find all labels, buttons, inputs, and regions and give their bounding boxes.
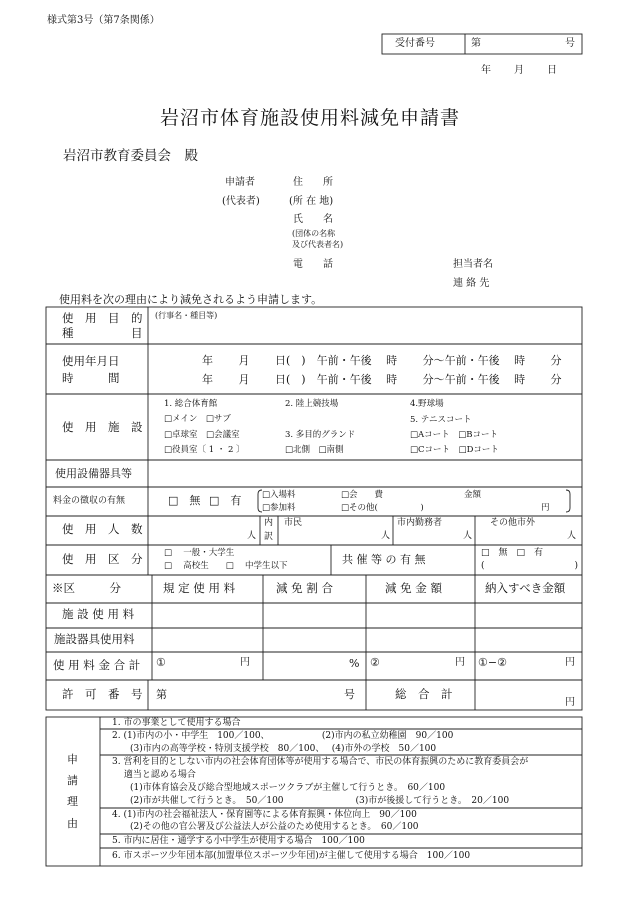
users-outside-unit: 人 [567,531,577,541]
fee-yen: 円 [541,503,550,513]
reason-item: (3)市内の高等学校・特別支援学校 80／100、 (4)市外の学校 50／100 [112,744,437,754]
calc-header-payable: 納入すべき金額 [485,581,566,595]
fee-participation[interactable]: □参加料 [262,503,296,513]
calc-mark-1: ① [156,656,166,669]
calc-yen-3: 円 [565,657,575,668]
fee-membership[interactable]: □会 費 [341,490,384,500]
category-adult[interactable]: □ 一般・大学生 [164,548,235,558]
cosponsor-detail: ( ) [481,561,579,571]
reasons-label-1: 申 [67,753,78,766]
purpose-label-1: 使 用 目 的 [62,311,143,325]
phone-label: 電 話 [293,259,333,270]
reason-item: 3. 営利を目的としない市内の社会体育団体等が使用する場合で、市民の体育振興のために教育委員会が [112,757,529,767]
reception-label: 受付番号 [395,38,435,49]
permit-prefix: 第 [156,688,167,701]
calc-row-facility: 施 設 使 用 料 [62,607,135,621]
datetime-line-2: 年 月 日( ) 午前・午後 時 分～午前・午後 時 分 [202,373,562,386]
facility-ground-sides: □北側 □南側 [285,445,344,455]
applicant-role-sub: (代表者) [222,196,260,207]
facility-gym-officer-room: □役員室〔 1 ・ 2 〕 [164,445,245,455]
users-citizen-unit: 人 [381,531,391,541]
equipment-label: 使用設備器具等 [55,467,132,480]
reason-item: 2. (1)市内の小・中学生 100／100、 (2)市内の私立幼稚園 90／100 [112,731,454,741]
fee-amount-label: 金額 [464,490,482,500]
reason-item: 1. 市の事業として使用する場合 [112,718,241,728]
calc-yen-2: 円 [455,657,465,668]
name-sub-label-1: (団体の名称 [292,229,336,238]
reception-prefix: 第 [471,38,481,49]
contact-person-label: 担当者名 [453,259,493,270]
form-number: 様式第3号（第7条関係） [47,15,160,26]
permit-suffix: 号 [344,688,355,701]
users-outside-label: その他市外 [490,518,536,528]
main-table-border [46,307,582,710]
reason-item: 適当と認める場合 [112,770,196,780]
top-date-month: 月 [514,65,524,76]
facility-tennis-ab: □Aコート □Bコート [410,430,498,440]
reason-item: 4. (1)市内の社会福祉法人・保育園等による体育振興・体位向上 90／100 [112,810,417,820]
facility-gym-main-sub: □メイン □サブ [164,414,231,424]
addressee: 岩沼市教育委員会 殿 [63,148,198,164]
reason-item: (2)その他の官公署及び公益法人が公益のため使用するとき。 60／100 [112,822,419,832]
calc-percent: % [349,657,360,670]
datetime-line-1: 年 月 日( ) 午前・午後 時 分～午前・午後 時 分 [202,354,562,367]
purpose-hint: (行事名・種目等) [155,311,218,320]
reason-item: (1)市体育協会及び総合型地域スポーツクラブが主催して行うとき。 60／100 [112,783,446,793]
reason-item: (2)市が共催して行うとき。 50／100 (3)市が後援して行うとき。 20／100 [112,796,510,806]
calc-header-standard: 規 定 使 用 料 [163,581,236,595]
reason-item: 6. 市スポーツ少年団本部(加盟単位スポーツ少年団)が主催して使用する場合 100／100 [112,851,471,861]
calc-mark-2: ② [370,656,380,669]
facility-stadium: 2. 陸上競技場 [285,399,339,409]
users-label: 使 用 人 数 [62,522,143,536]
facility-gym-rooms: □卓球室 □会議室 [164,430,240,440]
name-sub-label-2: 及び代表者名) [292,240,344,249]
users-breakdown-2: 訳 [264,532,274,542]
permit-label: 許 可 番 号 [62,687,143,701]
users-worker-unit: 人 [463,531,473,541]
calc-yen-1: 円 [240,657,250,668]
users-breakdown-1: 内 [264,518,274,528]
facility-tennis: 5. テニスコート [410,415,472,425]
datetime-label-2: 時 間 [62,371,120,385]
fee-label: 料金の徴収の有無 [53,496,126,506]
top-date-day: 日 [547,65,557,76]
fee-none-option[interactable]: □ 無 [168,494,201,507]
calc-row-total: 使 用 料 金 合 計 [53,658,141,672]
reasons-label-4: 由 [67,817,78,830]
reason-item: 5. 市内に居住・通学する小中学生が使用する場合 100／100 [112,836,365,846]
cosponsor-label: 共 催 等 の 有 無 [342,553,426,566]
facility-tennis-cd: □Cコート □Dコート [410,445,499,455]
facility-ground: 3. 多目的グランド [285,430,356,440]
calc-header-rate: 減 免 割 合 [276,581,333,595]
contact-label: 連 絡 先 [453,278,490,289]
datetime-label-1: 使用年月日 [62,354,120,368]
grand-total-label: 総 合 計 [395,687,453,701]
page-title: 岩沼市体育施設使用料減免申請書 [160,107,461,129]
users-citizen-label: 市民 [284,518,303,528]
reasons-label-2: 請 [67,774,78,787]
facility-gym: 1. 総合体育館 [164,399,218,409]
name-label: 氏 名 [293,214,333,225]
fee-yes-option[interactable]: □ 有 [209,494,242,507]
facility-label: 使 用 施 設 [62,420,143,434]
category-label: 使 用 区 分 [62,552,143,566]
facility-baseball: 4.野球場 [410,399,444,409]
calc-mark-3: ①−② [478,656,507,669]
cosponsor-options[interactable]: □ 無 □ 有 [481,548,544,558]
applicant-role: 申請者 [225,177,255,188]
calc-row-equipment: 施設器具使用料 [54,632,135,646]
reasons-label-3: 理 [67,795,78,808]
users-worker-label: 市内勤務者 [397,518,443,528]
address-label: 住 所 [293,177,333,188]
category-student[interactable]: □ 高校生 □ 中学生以下 [164,561,288,571]
users-total-unit: 人 [247,531,257,541]
top-date-year: 年 [481,65,491,76]
fee-entrance[interactable]: □入場料 [262,490,296,500]
reception-suffix: 号 [565,38,575,49]
calc-header-category: ※区 分 [52,581,121,595]
intro-text: 使用料を次の理由により減免されるよう申請します。 [59,293,323,306]
fee-other[interactable]: □その他( ) [341,503,424,513]
grand-total-yen: 円 [565,697,575,708]
address-sub-label: (所 在 地) [289,196,334,207]
calc-header-amount: 減 免 金 額 [385,581,442,595]
purpose-label-2: 種 目 [62,326,143,340]
